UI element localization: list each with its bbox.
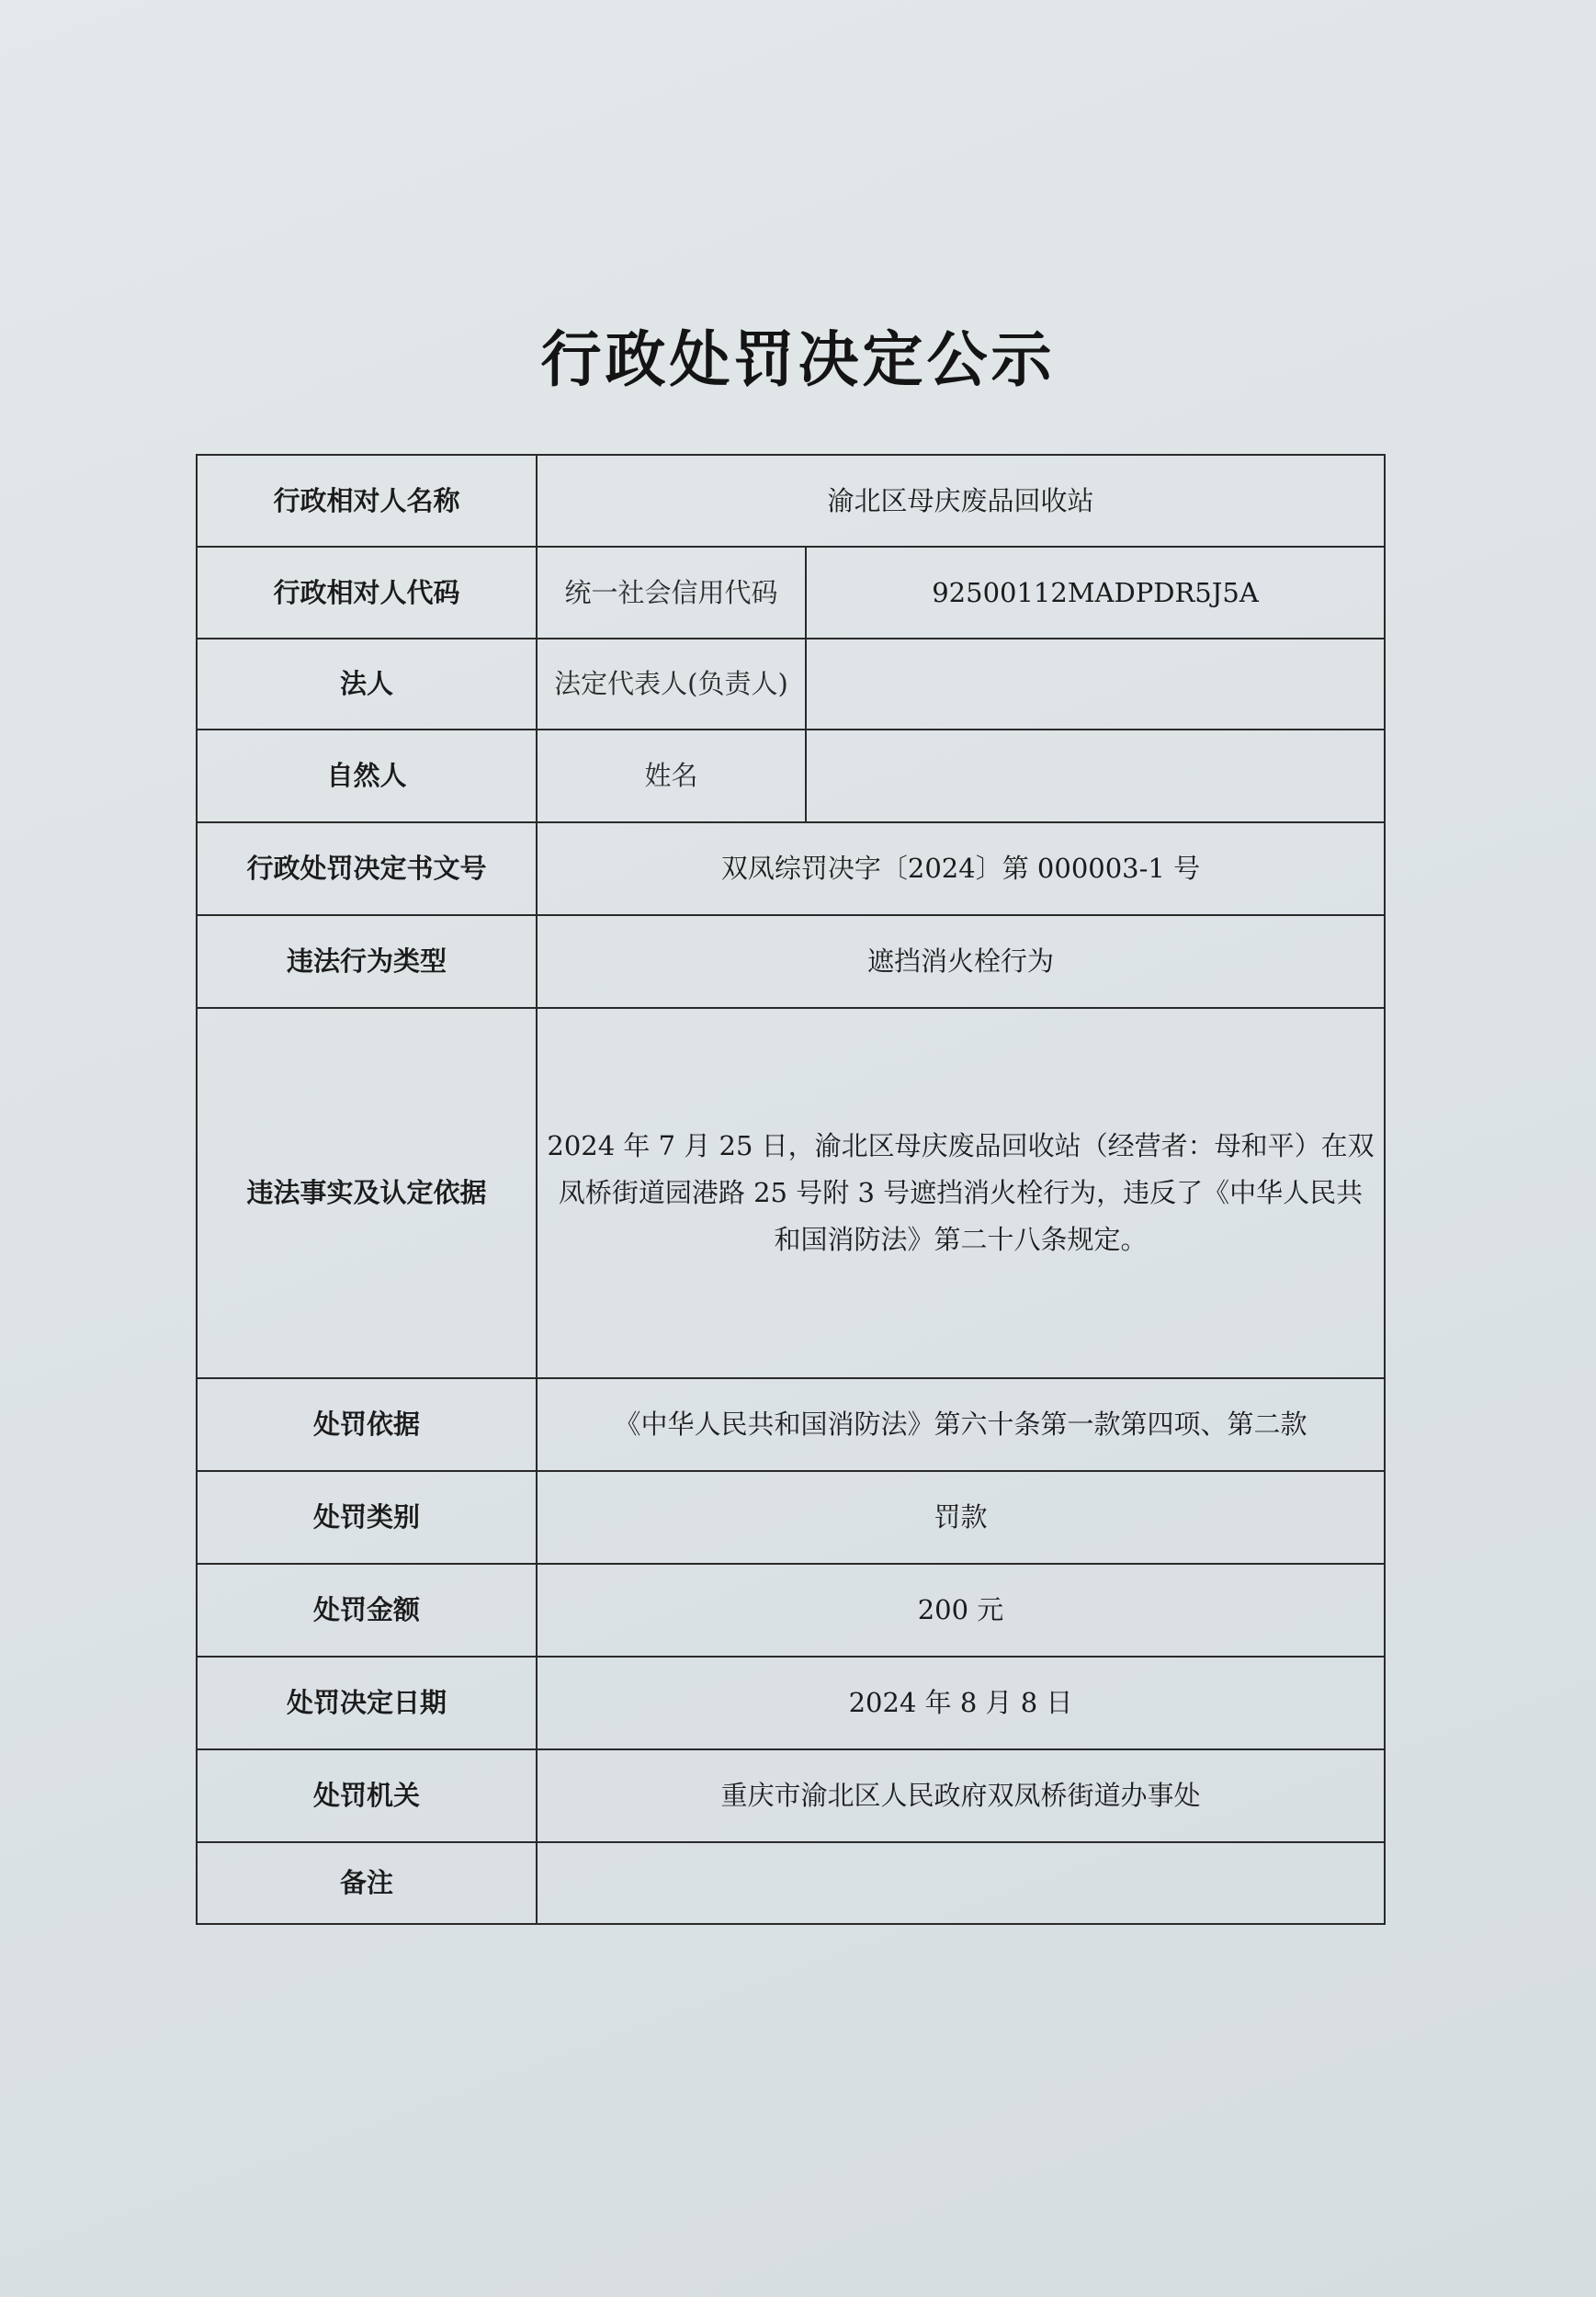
party-code-label: 行政相对人代码 <box>197 547 537 639</box>
row-facts <box>197 1008 1385 1378</box>
authority-value: 重庆市渝北区人民政府双凤桥街道办事处 <box>537 1749 1385 1842</box>
row-decision-number <box>197 822 1385 915</box>
facts-value: 2024 年 7 月 25 日，渝北区母庆废品回收站（经营者：母和平）在双凤桥街道园港路 25 号附 3 号遮挡消火栓行为，违反了《中华人民共和国消防法》第二十八条规定。 <box>537 1008 1385 1378</box>
name-value <box>806 730 1385 822</box>
decision-number-value: 双凤综罚决字〔2024〕第 000003-1 号 <box>537 822 1385 915</box>
credit-code-value: 92500112MADPDR5J5A <box>806 547 1385 639</box>
party-name-value: 渝北区母庆废品回收站 <box>537 455 1385 547</box>
credit-code-label: 统一社会信用代码 <box>537 547 806 639</box>
basis-value: 《中华人民共和国消防法》第六十条第一款第四项、第二款 <box>537 1378 1385 1471</box>
legal-rep-label: 法定代表人(负责人) <box>537 639 806 730</box>
row-category <box>197 1471 1385 1564</box>
penalty-table <box>196 454 1386 1925</box>
remarks-value <box>537 1842 1385 1924</box>
row-basis <box>197 1378 1385 1471</box>
legal-person-label: 法人 <box>197 639 537 730</box>
row-amount <box>197 1564 1385 1657</box>
legal-rep-value <box>806 639 1385 730</box>
row-legal-person <box>197 639 1385 730</box>
natural-person-label: 自然人 <box>197 730 537 822</box>
violation-type-label: 违法行为类型 <box>197 915 537 1008</box>
party-name-label: 行政相对人名称 <box>197 455 537 547</box>
row-violation-type <box>197 915 1385 1008</box>
authority-label: 处罚机关 <box>197 1749 537 1842</box>
amount-label: 处罚金额 <box>197 1564 537 1657</box>
row-party-code <box>197 547 1385 639</box>
row-natural-person <box>197 730 1385 822</box>
remarks-label: 备注 <box>197 1842 537 1924</box>
decision-number-label: 行政处罚决定书文号 <box>197 822 537 915</box>
date-value: 2024 年 8 月 8 日 <box>537 1657 1385 1749</box>
amount-value: 200 元 <box>537 1564 1385 1657</box>
date-label: 处罚决定日期 <box>197 1657 537 1749</box>
category-label: 处罚类别 <box>197 1471 537 1564</box>
category-value: 罚款 <box>537 1471 1385 1564</box>
page-title: 行政处罚决定公示 <box>540 324 1056 395</box>
row-date <box>197 1657 1385 1749</box>
row-party-name <box>197 455 1385 547</box>
violation-type-value: 遮挡消火栓行为 <box>537 915 1385 1008</box>
basis-label: 处罚依据 <box>197 1378 537 1471</box>
facts-label: 违法事实及认定依据 <box>197 1008 537 1378</box>
row-authority <box>197 1749 1385 1842</box>
name-label: 姓名 <box>537 730 806 822</box>
row-remarks <box>197 1842 1385 1924</box>
